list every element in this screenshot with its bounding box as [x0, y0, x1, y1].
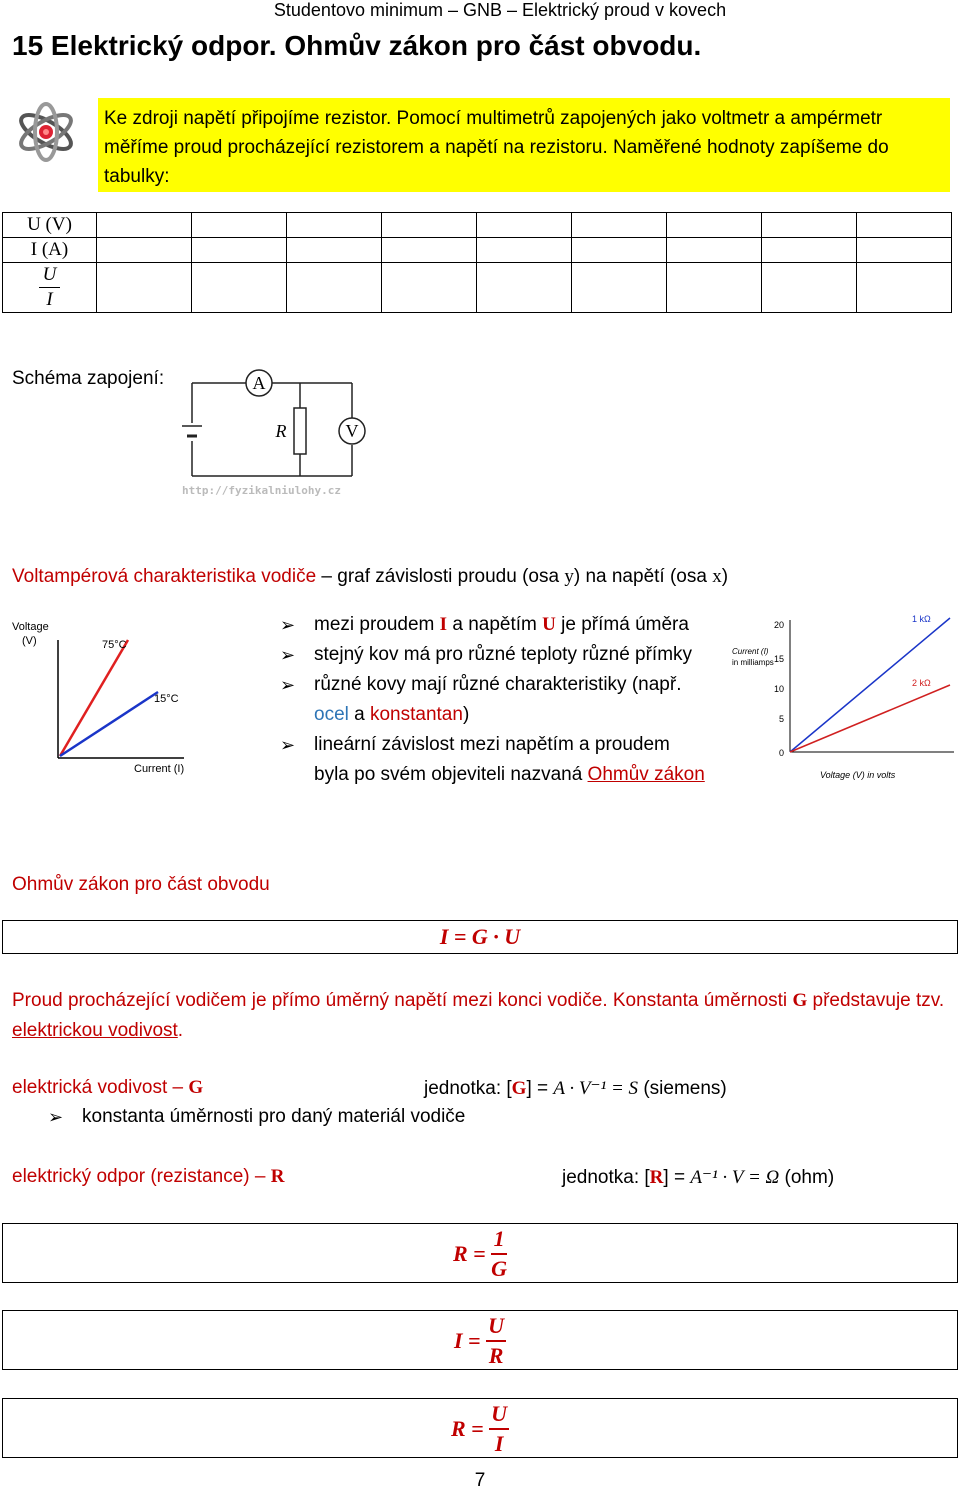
list-item: ➢ mezi proudem I a napětím U je přímá úměra [280, 610, 730, 640]
formula-box-r-ui: R = $\frac{U}{I}$ [2, 1398, 958, 1458]
list-item: ➢ stejný kov má pro různé teploty různé přímky [280, 640, 730, 670]
table-row [3, 213, 952, 238]
formula-box-r-g: R = $\frac{1}{G}$ [2, 1223, 958, 1283]
measurement-table [2, 212, 952, 313]
va-bullets [280, 610, 730, 790]
ohm-formula-box [2, 920, 958, 954]
resistance-label: elektrický odpor (rezistance) – R [12, 1166, 285, 1187]
watermark: http://fyzikalniulohy.cz [182, 484, 341, 497]
table-header-ratio: $\frac{U}{I}$ [3, 263, 97, 313]
svg-text:75°C: 75°C [102, 639, 127, 651]
svg-text:15: 15 [773, 654, 784, 664]
page-title: 15 Elektrický odpor. Ohmův zákon pro část obvodu. [12, 30, 702, 61]
ohm-description: Proud procházející vodičem je přímo úměrný napětí mezi konci vodiče. Konstanta úměrnosti G představuje tzv. elektrickou vodivost. [12, 990, 945, 1041]
svg-text:Current (I): Current (I) [134, 763, 185, 775]
svg-text:2 kΩ: 2 kΩ [912, 678, 931, 688]
conductance-unit: jednotka: [G] = A · V⁻¹ = S (siemens) [424, 1078, 727, 1099]
svg-text:Current (I): Current (I) [732, 647, 769, 656]
svg-text:15°C: 15°C [154, 693, 179, 705]
list-item: ➢ lineární závislost mezi napětím a proudem byla po svém objeviteli nazvaná Ohmův zákon [280, 730, 730, 790]
page-header: Studentovo minimum – GNB – Elektrický proud v kovech [273, 0, 727, 20]
table-row [3, 263, 952, 313]
ohm-law-link[interactable]: Ohmův zákon [587, 764, 705, 785]
conductance-link[interactable]: elektrickou vodivost [12, 1020, 178, 1041]
svg-text:Voltage (V) in volts: Voltage (V) in volts [820, 770, 896, 780]
svg-text:20: 20 [773, 620, 784, 630]
schema-label: Schéma zapojení: [12, 368, 165, 389]
list-item: ➢ konstanta úměrnosti pro daný materiál vodiče [48, 1102, 648, 1132]
svg-text:10: 10 [773, 684, 784, 694]
left-va-graph [8, 612, 194, 782]
page-number: 7 [474, 1470, 486, 1491]
table-header-voltage: U (V) [3, 213, 97, 238]
voltmeter-label: V [345, 421, 359, 441]
svg-text:(V): (V) [22, 635, 37, 647]
ammeter-label: A [252, 373, 266, 393]
right-va-graph [724, 610, 958, 790]
svg-text:0: 0 [778, 748, 784, 758]
svg-text:Voltage: Voltage [12, 621, 49, 633]
table-row [3, 238, 952, 263]
ohm-heading: Ohmův zákon pro část obvodu [12, 874, 270, 895]
atom-icon [14, 100, 78, 164]
circuit-diagram [176, 362, 376, 502]
ohm-formula: I = G · U [439, 924, 521, 949]
intro-note: Ke zdroji napětí připojíme rezistor. Pomocí multimetrů zapojených jako voltmetr a ampérmetr měříme proud procházející rezistorem a napětí na rezistoru. Naměřené hodnoty zapíšeme do tabulky: [98, 98, 950, 192]
conductance-bullets [48, 1102, 648, 1132]
formula-box-i-ur: I = $\frac{U}{R}$ [2, 1310, 958, 1370]
resistor-label: R [275, 421, 287, 441]
resistance-unit: jednotka: [R] = A⁻¹ · V = Ω (ohm) [562, 1167, 835, 1188]
svg-text:1 kΩ: 1 kΩ [912, 614, 931, 624]
table-header-current: I (A) [3, 238, 97, 263]
va-heading: Voltampérová charakteristika vodiče [12, 566, 317, 587]
conductance-label: elektrická vodivost – G [12, 1077, 204, 1098]
va-line: Voltampérová charakteristika vodiče – graf závislosti proudu (osa y) na napětí (osa x) [12, 566, 729, 587]
svg-text:in milliamps: in milliamps [732, 658, 774, 667]
svg-text:5: 5 [778, 714, 784, 724]
list-item: ➢ různé kovy mají různé charakteristiky (např. ocel a konstantan) [280, 670, 730, 730]
